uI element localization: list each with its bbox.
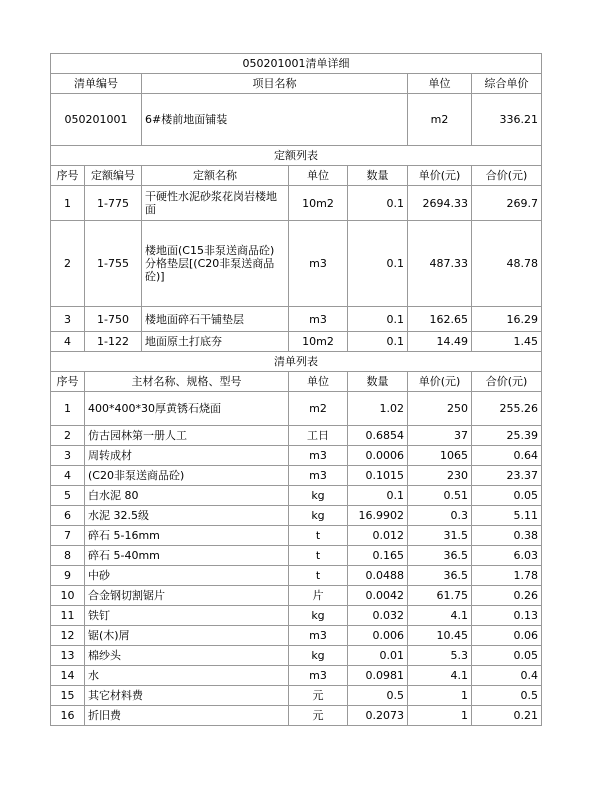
quota-row <box>51 332 542 352</box>
material-row <box>51 666 542 686</box>
material-price: 250 <box>408 392 472 426</box>
quota-no: 2 <box>51 221 85 307</box>
quota-unit: 10m2 <box>289 332 348 352</box>
quota-name: 楼地面碎石干铺垫层 <box>142 307 289 332</box>
material-unit: m3 <box>289 626 348 646</box>
quota-total: 16.29 <box>472 307 542 332</box>
quota-row <box>51 186 542 221</box>
material-row <box>51 626 542 646</box>
quota-qty: 0.1 <box>348 307 408 332</box>
material-total: 0.06 <box>472 626 542 646</box>
material-row <box>51 646 542 666</box>
material-total: 5.11 <box>472 506 542 526</box>
material-no: 11 <box>51 606 85 626</box>
material-name: 铁钉 <box>85 606 289 626</box>
quota-total: 269.7 <box>472 186 542 221</box>
bill-detail-table <box>50 53 542 726</box>
material-no: 6 <box>51 506 85 526</box>
quota-total: 48.78 <box>472 221 542 307</box>
material-total: 255.26 <box>472 392 542 426</box>
material-name: 合金钢切割锯片 <box>85 586 289 606</box>
material-name: 仿古园林第一册人工 <box>85 426 289 446</box>
quota-code: 1-750 <box>85 307 142 332</box>
quota-total-header: 合价(元) <box>472 166 542 186</box>
quota-qty: 0.1 <box>348 186 408 221</box>
material-price: 4.1 <box>408 606 472 626</box>
material-price: 230 <box>408 466 472 486</box>
material-qty: 16.9902 <box>348 506 408 526</box>
material-total: 6.03 <box>472 546 542 566</box>
material-qty: 1.02 <box>348 392 408 426</box>
material-unit: kg <box>289 506 348 526</box>
material-unit: kg <box>289 486 348 506</box>
material-price: 37 <box>408 426 472 446</box>
material-qty: 0.1 <box>348 486 408 506</box>
material-total: 0.13 <box>472 606 542 626</box>
quota-price: 14.49 <box>408 332 472 352</box>
material-unit: 工日 <box>289 426 348 446</box>
material-total: 23.37 <box>472 466 542 486</box>
material-row <box>51 446 542 466</box>
material-unit: 元 <box>289 706 348 726</box>
material-qty: 0.032 <box>348 606 408 626</box>
material-qty: 0.2073 <box>348 706 408 726</box>
material-qty: 0.165 <box>348 546 408 566</box>
item-price-header: 综合单价 <box>472 74 542 94</box>
quota-price: 487.33 <box>408 221 472 307</box>
material-unit-header: 单位 <box>289 372 348 392</box>
quota-header-row <box>51 166 542 186</box>
item-unit-header: 单位 <box>408 74 472 94</box>
material-no: 3 <box>51 446 85 466</box>
material-no: 7 <box>51 526 85 546</box>
material-section-title: 清单列表 <box>51 352 542 372</box>
material-row <box>51 392 542 426</box>
material-row <box>51 466 542 486</box>
material-name: 碎石 5-16mm <box>85 526 289 546</box>
material-unit: 片 <box>289 586 348 606</box>
quota-name: 地面原土打底夯 <box>142 332 289 352</box>
quota-row <box>51 221 542 307</box>
material-name: 碎石 5-40mm <box>85 546 289 566</box>
material-total: 0.64 <box>472 446 542 466</box>
material-no: 1 <box>51 392 85 426</box>
quota-price: 2694.33 <box>408 186 472 221</box>
material-total: 25.39 <box>472 426 542 446</box>
material-unit: t <box>289 566 348 586</box>
material-total: 0.21 <box>472 706 542 726</box>
material-qty: 0.0006 <box>348 446 408 466</box>
material-name: 棉纱头 <box>85 646 289 666</box>
material-no: 16 <box>51 706 85 726</box>
material-qty: 0.01 <box>348 646 408 666</box>
material-qty: 0.0981 <box>348 666 408 686</box>
material-total: 0.38 <box>472 526 542 546</box>
material-no: 8 <box>51 546 85 566</box>
quota-section-row <box>51 146 542 166</box>
material-qty: 0.006 <box>348 626 408 646</box>
material-row <box>51 426 542 446</box>
material-price: 0.51 <box>408 486 472 506</box>
title-row <box>51 54 542 74</box>
material-unit: kg <box>289 646 348 666</box>
quota-qty: 0.1 <box>348 221 408 307</box>
material-name: 其它材料费 <box>85 686 289 706</box>
quota-no-header: 序号 <box>51 166 85 186</box>
material-row <box>51 606 542 626</box>
material-no: 14 <box>51 666 85 686</box>
material-total: 0.5 <box>472 686 542 706</box>
material-header-row <box>51 372 542 392</box>
material-no: 9 <box>51 566 85 586</box>
quota-qty-header: 数量 <box>348 166 408 186</box>
material-price-header: 单价(元) <box>408 372 472 392</box>
quota-no: 4 <box>51 332 85 352</box>
quota-code: 1-775 <box>85 186 142 221</box>
material-name: 锯(木)屑 <box>85 626 289 646</box>
quota-price-header: 单价(元) <box>408 166 472 186</box>
material-qty-header: 数量 <box>348 372 408 392</box>
quota-code: 1-755 <box>85 221 142 307</box>
quota-unit: m3 <box>289 307 348 332</box>
table-title: 050201001清单详细 <box>51 54 542 74</box>
material-price: 31.5 <box>408 526 472 546</box>
material-qty: 0.012 <box>348 526 408 546</box>
material-name: 折旧费 <box>85 706 289 726</box>
quota-price: 162.65 <box>408 307 472 332</box>
material-no: 4 <box>51 466 85 486</box>
material-unit: 元 <box>289 686 348 706</box>
material-no: 5 <box>51 486 85 506</box>
table-body <box>51 54 542 726</box>
item-row <box>51 94 542 146</box>
quota-no: 1 <box>51 186 85 221</box>
material-row <box>51 566 542 586</box>
quota-code-header: 定额编号 <box>85 166 142 186</box>
quota-qty: 0.1 <box>348 332 408 352</box>
material-no-header: 序号 <box>51 372 85 392</box>
material-unit: m3 <box>289 466 348 486</box>
material-price: 4.1 <box>408 666 472 686</box>
material-name: 400*400*30厚黄锈石烧面 <box>85 392 289 426</box>
material-price: 10.45 <box>408 626 472 646</box>
quota-unit-header: 单位 <box>289 166 348 186</box>
material-total: 0.05 <box>472 486 542 506</box>
material-qty: 0.1015 <box>348 466 408 486</box>
material-price: 1 <box>408 686 472 706</box>
quota-unit: m3 <box>289 221 348 307</box>
material-section-row <box>51 352 542 372</box>
material-unit: m2 <box>289 392 348 426</box>
material-unit: kg <box>289 606 348 626</box>
material-unit: m3 <box>289 446 348 466</box>
quota-row <box>51 307 542 332</box>
material-name: 水泥 32.5级 <box>85 506 289 526</box>
material-name: 周转成材 <box>85 446 289 466</box>
material-price: 5.3 <box>408 646 472 666</box>
material-row <box>51 686 542 706</box>
material-price: 36.5 <box>408 566 472 586</box>
material-unit: m3 <box>289 666 348 686</box>
material-price: 0.3 <box>408 506 472 526</box>
material-name-header: 主材名称、规格、型号 <box>85 372 289 392</box>
material-total-header: 合价(元) <box>472 372 542 392</box>
item-code: 050201001 <box>51 94 142 146</box>
quota-name: 干硬性水泥砂浆花岗岩楼地面 <box>142 186 289 221</box>
quota-section-title: 定额列表 <box>51 146 542 166</box>
material-row <box>51 586 542 606</box>
material-price: 61.75 <box>408 586 472 606</box>
material-row <box>51 706 542 726</box>
item-name-header: 项目名称 <box>142 74 408 94</box>
material-qty: 0.0042 <box>348 586 408 606</box>
material-total: 0.4 <box>472 666 542 686</box>
quota-name: 楼地面(C15非泵送商品砼)分格垫层[(C20非泵送商品砼)] <box>142 221 289 307</box>
material-unit: t <box>289 546 348 566</box>
item-header-row <box>51 74 542 94</box>
material-no: 2 <box>51 426 85 446</box>
material-qty: 0.5 <box>348 686 408 706</box>
material-price: 36.5 <box>408 546 472 566</box>
material-no: 10 <box>51 586 85 606</box>
quota-name-header: 定额名称 <box>142 166 289 186</box>
material-total: 0.05 <box>472 646 542 666</box>
item-code-header: 清单编号 <box>51 74 142 94</box>
material-row <box>51 526 542 546</box>
material-price: 1065 <box>408 446 472 466</box>
item-price: 336.21 <box>472 94 542 146</box>
material-name: 水 <box>85 666 289 686</box>
material-qty: 0.0488 <box>348 566 408 586</box>
material-no: 15 <box>51 686 85 706</box>
material-no: 12 <box>51 626 85 646</box>
quota-unit: 10m2 <box>289 186 348 221</box>
item-name: 6#楼前地面铺装 <box>142 94 408 146</box>
material-name: 白水泥 80 <box>85 486 289 506</box>
material-total: 0.26 <box>472 586 542 606</box>
quota-total: 1.45 <box>472 332 542 352</box>
material-row <box>51 506 542 526</box>
quota-code: 1-122 <box>85 332 142 352</box>
material-no: 13 <box>51 646 85 666</box>
material-name: (C20非泵送商品砼) <box>85 466 289 486</box>
material-row <box>51 546 542 566</box>
quota-no: 3 <box>51 307 85 332</box>
material-name: 中砂 <box>85 566 289 586</box>
material-qty: 0.6854 <box>348 426 408 446</box>
material-unit: t <box>289 526 348 546</box>
material-total: 1.78 <box>472 566 542 586</box>
material-row <box>51 486 542 506</box>
material-price: 1 <box>408 706 472 726</box>
item-unit: m2 <box>408 94 472 146</box>
